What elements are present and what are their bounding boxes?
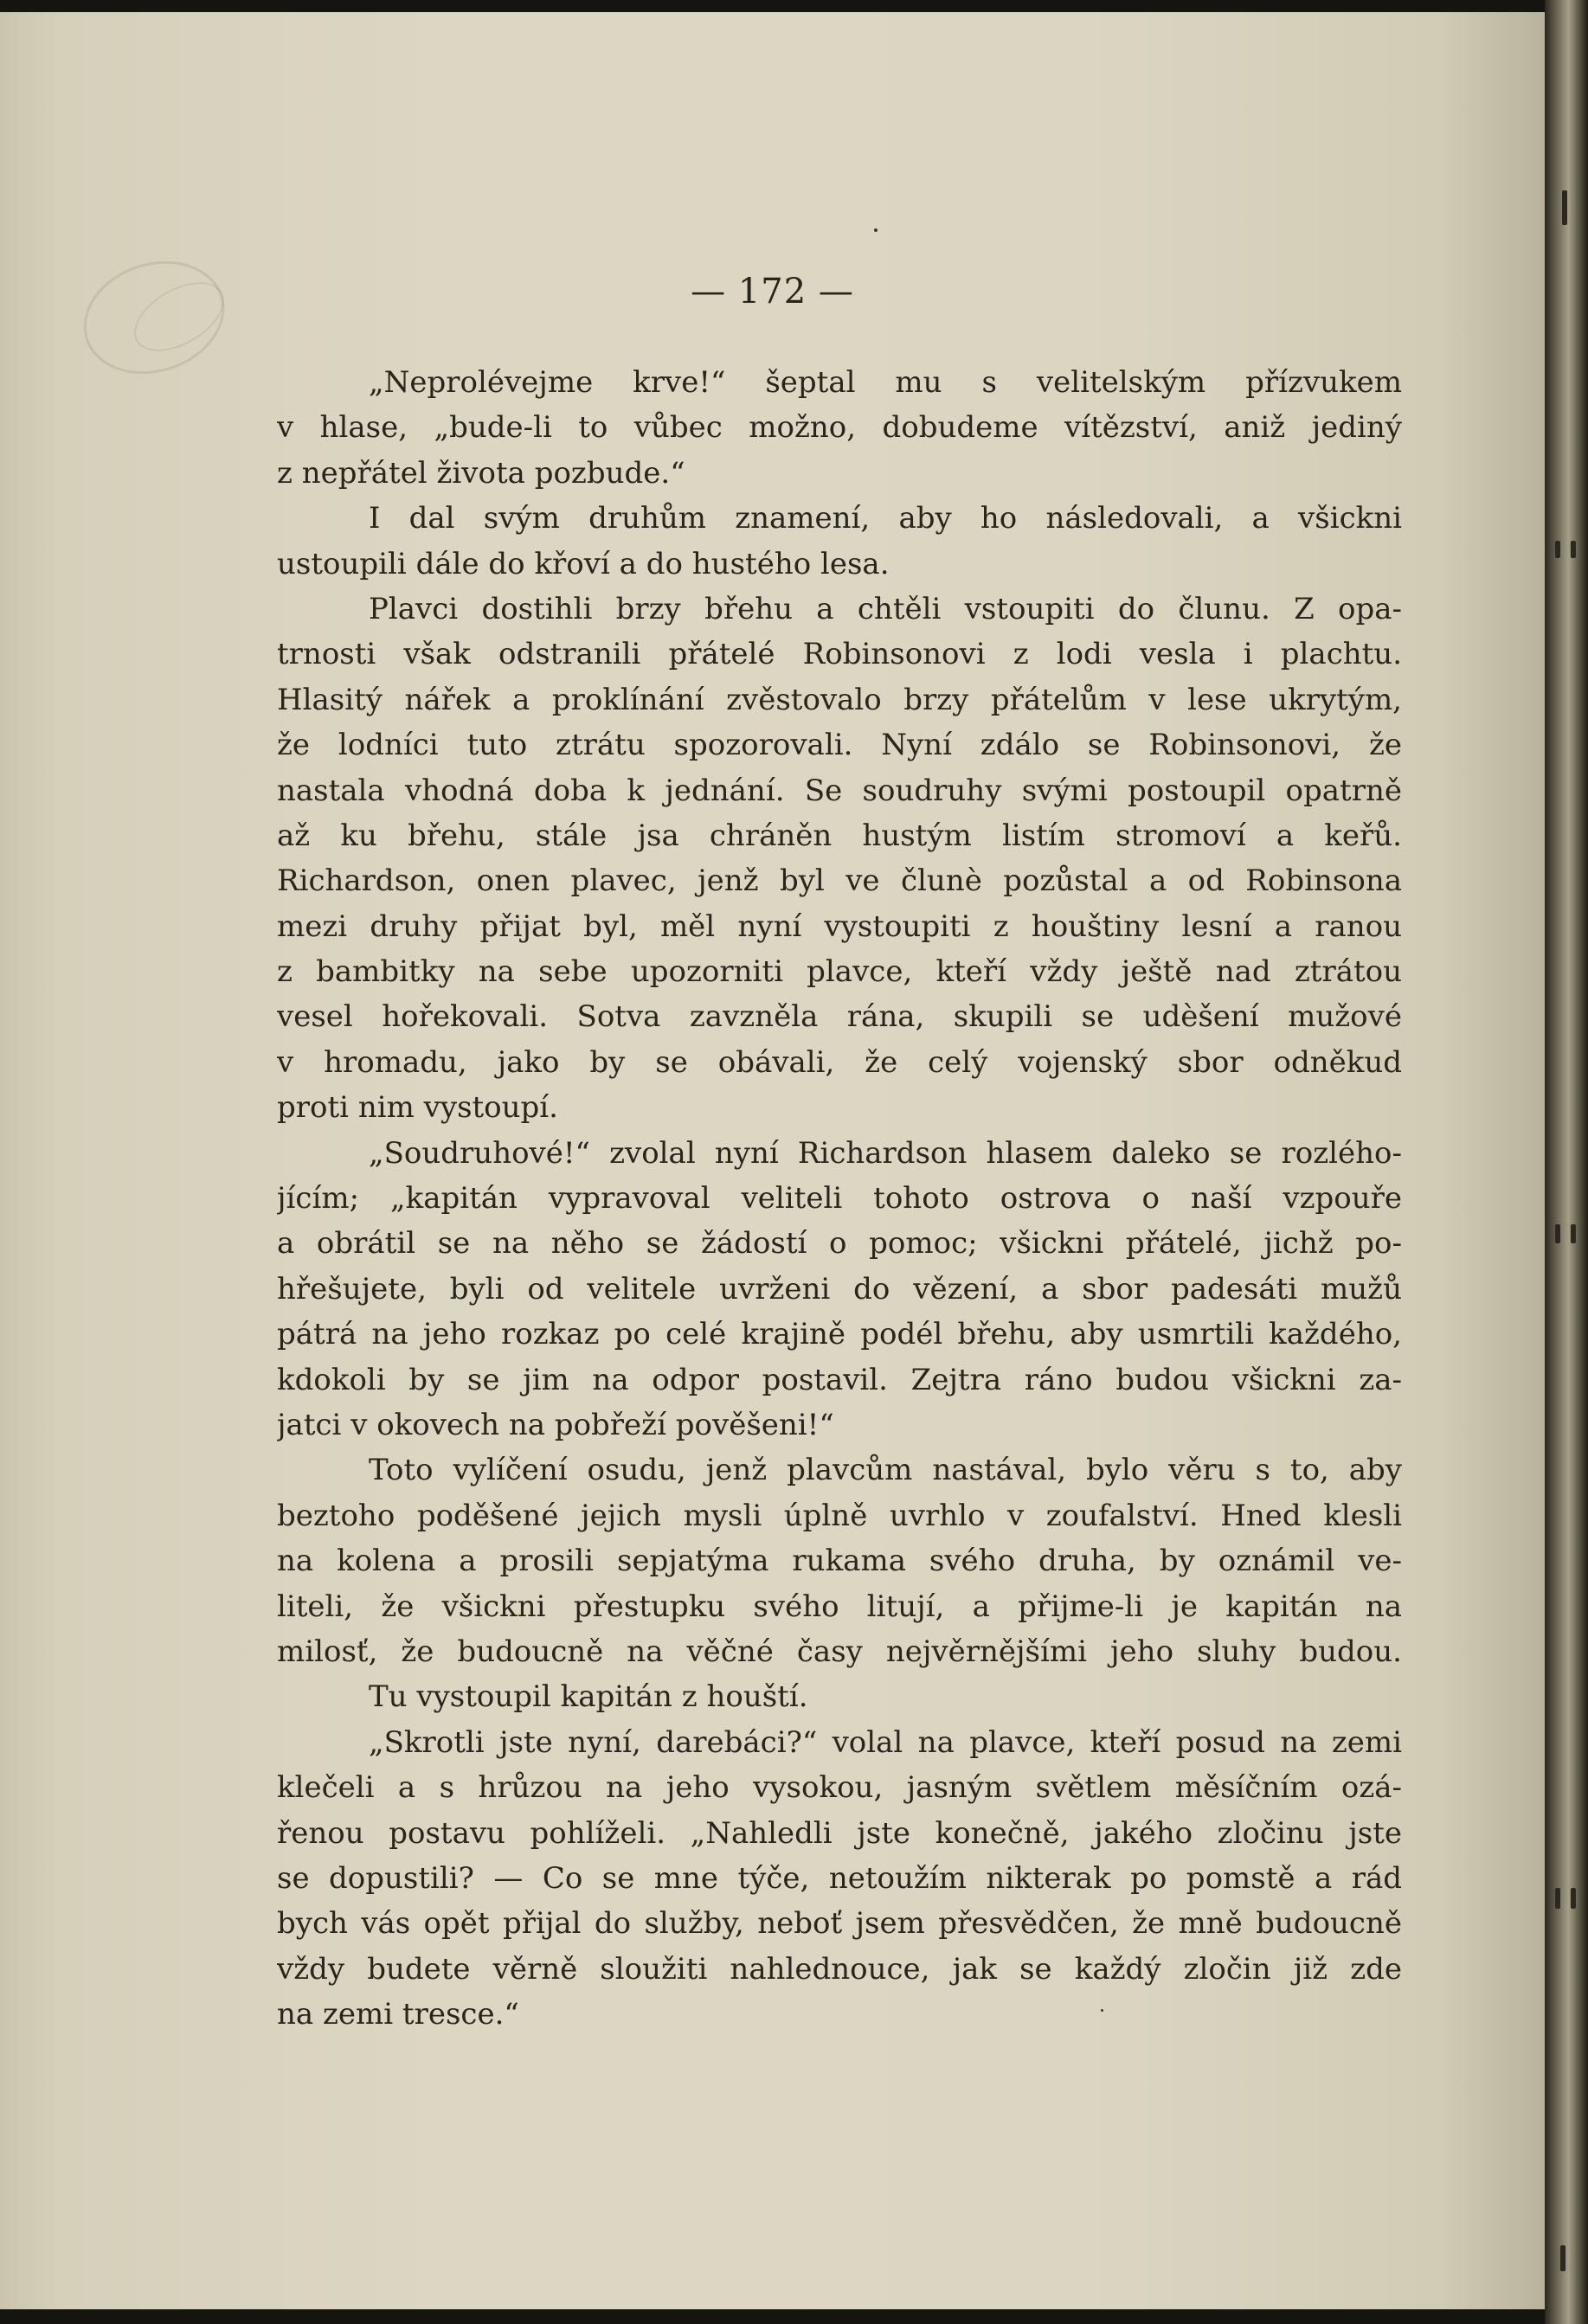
text-line: I dal svým druhům znamení, aby ho následovali, a všickni	[369, 501, 1402, 536]
text-line: milosť, že budoucně na věčné časy nejvěrnějšími jeho sluhy budou.	[277, 1634, 1402, 1669]
page-number: — 172 —	[691, 272, 854, 311]
spine-mark	[1562, 190, 1567, 225]
text-line: kdokoli by se jim na odpor postavil. Zejtra ráno budou všickni za-	[277, 1362, 1402, 1397]
text-line: bych vás opět přijal do služby, neboť jsem přesvědčen, že mně budoucně	[277, 1906, 1402, 1942]
text-line: v hromadu, jako by se obávali, že celý vojenský sbor odněkud	[277, 1044, 1402, 1080]
spine-mark	[1555, 1224, 1560, 1243]
text-line: pátrá na jeho rozkaz po celé krajině podél břehu, aby usmrtili každého,	[277, 1317, 1402, 1352]
spine-mark	[1571, 541, 1576, 558]
text-line: „Soudruhové!“ zvolal nyní Richardson hlasem daleko se rozlého-	[369, 1135, 1402, 1171]
text-line: proti nim vystoupí.	[277, 1090, 558, 1126]
text-line: řenou postavu pohlíželi. „Nahledli jste konečně, jakého zločinu jste	[277, 1815, 1402, 1851]
text-line: vždy budete věrně sloužiti nahlednouce, jak se každý zločin již zde	[277, 1951, 1402, 1987]
text-line: jícím; „kapitán vypravoval veliteli tohoto ostrova o naší vzpouře	[277, 1181, 1402, 1217]
spine-mark	[1560, 2245, 1565, 2271]
ink-speck	[874, 228, 878, 232]
text-line: se dopustili? — Co se mne týče, netoužím nikterak po pomstě a rád	[277, 1860, 1402, 1896]
ink-speck	[1101, 2009, 1103, 2012]
text-line: mezi druhy přijat byl, měl nyní vystoupiti z houštiny lesní a ranou	[277, 908, 1402, 944]
text-line: Hlasitý nářek a proklínání zvěstovalo brzy přátelům v lese ukrytým,	[277, 682, 1402, 717]
text-line: z bambitky na sebe upozorniti plavce, kteří vždy ještě nad ztrátou	[277, 954, 1402, 990]
text-line: na kolena a prosili sepjatýma rukama svého druha, by oznámil ve-	[277, 1544, 1402, 1579]
text-line: Plavci dostihli brzy břehu a chtěli vstoupiti do člunu. Z opa-	[369, 591, 1402, 626]
spine-mark	[1571, 1224, 1576, 1243]
text-line: jatci v okovech na pobřeží pověšeni!“	[277, 1407, 834, 1442]
spine-mark	[1555, 541, 1560, 558]
text-line: liteli, že všickni přestupku svého litují, a přijme-li je kapitán na	[277, 1589, 1402, 1624]
text-line: v hlase, „bude-li to vůbec možno, dobudeme vítězství, aniž jediný	[277, 410, 1402, 446]
text-line: na zemi tresce.“	[277, 1997, 519, 2032]
text-line: ustoupili dále do křoví a do hustého lesa.	[277, 546, 890, 581]
text-line: trnosti však odstranili přátelé Robinsonovi z lodi vesla i plachtu.	[277, 637, 1402, 672]
spine-mark	[1571, 1888, 1576, 1909]
text-line: nastala vhodná doba k jednání. Se soudruhy svými postoupil opatrně	[277, 773, 1402, 808]
text-line: vesel hořekovali. Sotva zavzněla rána, skupili se udèšení mužové	[277, 999, 1402, 1035]
paper-sheet	[0, 12, 1545, 2309]
text-line: Toto vylíčení osudu, jenž plavcům nastával, bylo věru s to, aby	[369, 1453, 1402, 1488]
text-line: klečeli a s hrůzou na jeho vysokou, jasným světlem měsíčním ozá-	[277, 1770, 1402, 1806]
text-line: že lodníci tuto ztrátu spozorovali. Nyní zdálo se Robinsonovi, že	[277, 728, 1402, 763]
book-spine	[1545, 0, 1588, 2324]
text-line: Richardson, onen plavec, jenž byl ve člunè pozůstal a od Robinsona	[277, 863, 1402, 899]
text-line: Tu vystoupil kapitán z houští.	[369, 1679, 808, 1715]
body-text	[277, 360, 1402, 2037]
text-line: hřešujete, byli od velitele uvrženi do vězení, a sbor padesáti mužů	[277, 1271, 1402, 1306]
text-line: a obrátil se na něho se žádostí o pomoc; všickni přátelé, jichž po-	[277, 1226, 1402, 1262]
text-line: „Skrotli jste nyní, darebáci?“ volal na plavce, kteří posud na zemi	[369, 1724, 1402, 1760]
text-line: beztoho poděšené jejich mysli úplně uvrhlo v zoufalství. Hned klesli	[277, 1498, 1402, 1533]
text-line: až ku břehu, stále jsa chráněn hustým listím stromoví a keřů.	[277, 818, 1402, 853]
text-line: „Neprolévejme krve!“ šeptal mu s velitelským přízvukem	[369, 365, 1402, 400]
text-line: z nepřátel života pozbude.“	[277, 455, 685, 491]
spine-mark	[1555, 1888, 1560, 1909]
